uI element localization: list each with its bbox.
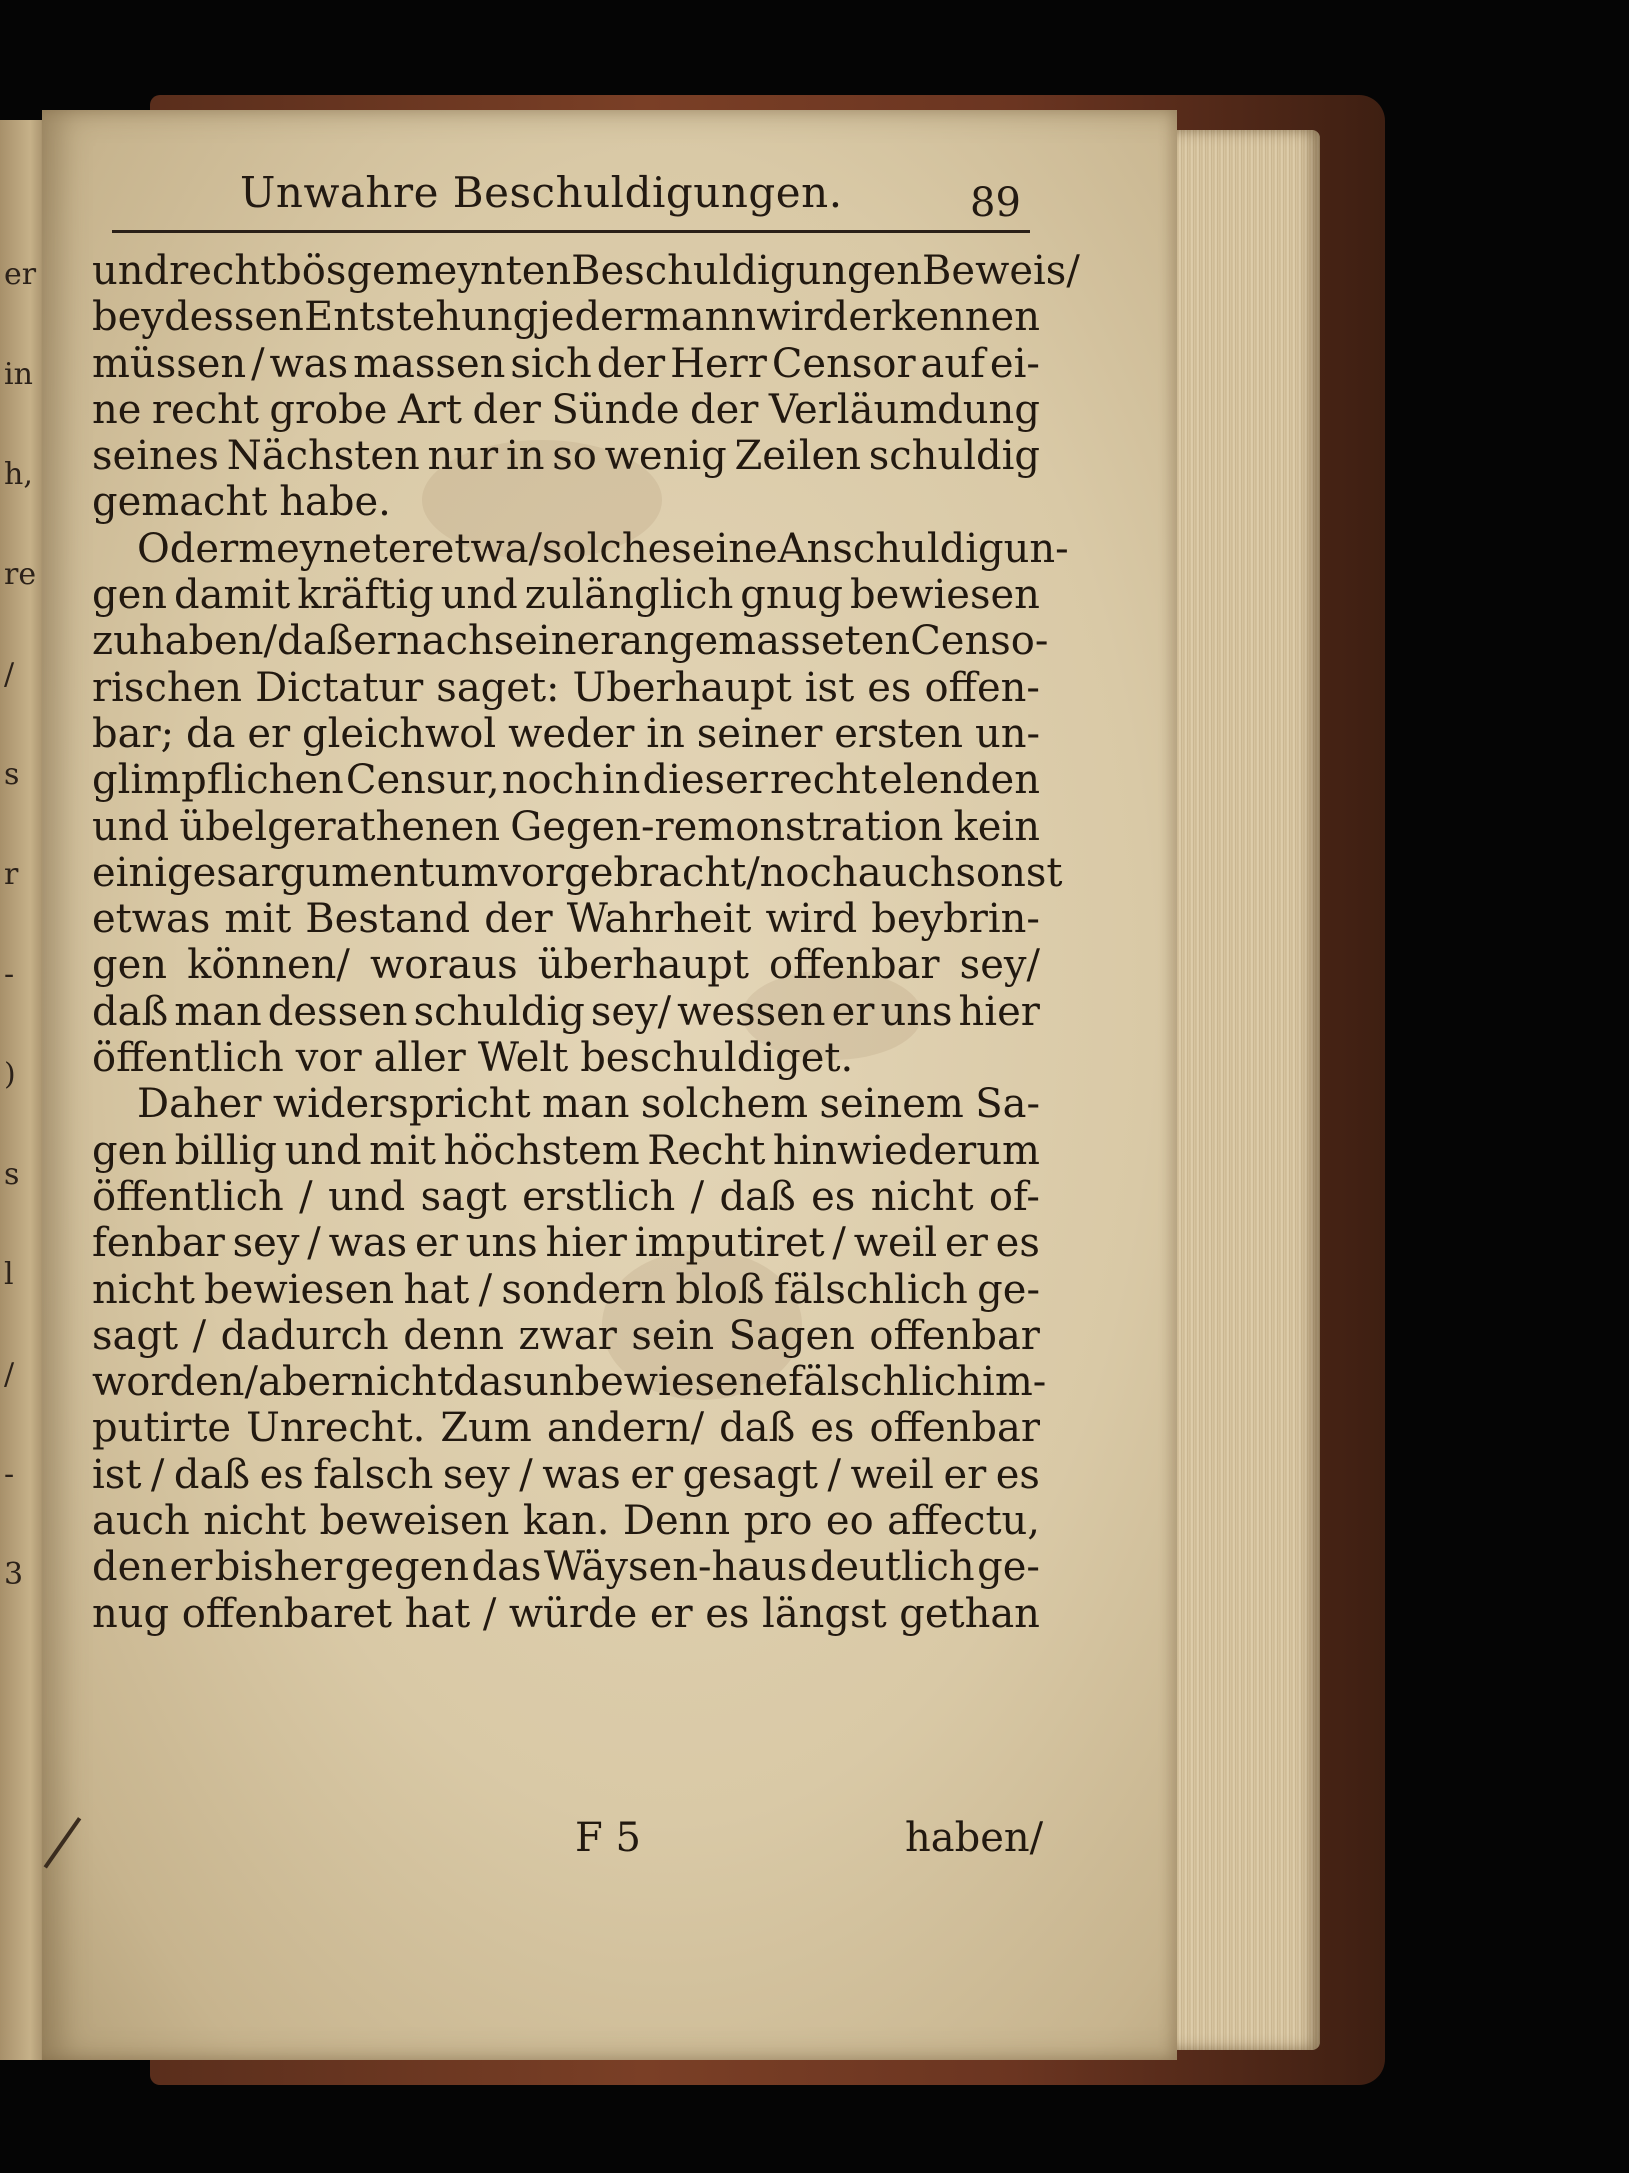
text-line: auch nicht beweisen kan. Denn pro eo affectu, [92, 1498, 1040, 1545]
text-line: glimpflichen Censur, noch in dieser recht elenden [92, 757, 1040, 804]
left-page-fragment: re [4, 557, 37, 592]
catchword: haben/ [905, 1815, 1044, 1861]
text-line: fenbar sey / was er uns hier imputiret / weil er es [92, 1220, 1040, 1267]
left-page-fragment: s [4, 1157, 20, 1192]
text-line: putirte Unrecht. Zum andern/ daß es offenbar [92, 1405, 1040, 1452]
text-line: den er bisher gegen das Wäysen-haus deutlich ge- [92, 1544, 1040, 1591]
left-page-fragment: in [4, 357, 33, 392]
text-line: ne recht grobe Art der Sünde der Verläumdung [92, 386, 1040, 433]
body-text [92, 248, 1080, 1637]
left-page-fragment: - [4, 957, 15, 992]
page-number: 89 [970, 180, 1021, 226]
text-line: nicht bewiesen hat / sondern bloß fälschlich ge- [92, 1266, 1040, 1313]
text-line: nug offenbaret hat / würde er es längst gethan [92, 1590, 1040, 1637]
text-line: rischen Dictatur saget: Uberhaupt ist es offen- [92, 664, 1040, 711]
text-line: und recht bösgemeynten Beschuldigungen Beweis/ [92, 248, 1080, 294]
text-line: gen damit kräftig und zulänglich gnug bewiesen [92, 572, 1040, 619]
left-page-fragment: s [4, 757, 20, 792]
page-edges [1170, 130, 1320, 2050]
text-line: müssen / was massen sich der Herr Censor auf ei- [92, 340, 1040, 387]
left-page-fragment: ) [4, 1057, 16, 1092]
text-line: gen können/ woraus überhaupt offenbar sey/ [92, 942, 1040, 989]
text-line: worden/ aber nicht das unbewiesene fälschlich im- [92, 1359, 1047, 1406]
text-line: gen billig und mit höchstem Recht hinwiederum [92, 1127, 1040, 1174]
text-line: etwas mit Bestand der Wahrheit wird beybrin- [92, 896, 1040, 943]
left-page-fragment: - [4, 1457, 15, 1492]
left-page-fragment: / [4, 657, 15, 692]
text-line: öffentlich vor aller Welt beschuldiget. [92, 1035, 854, 1082]
left-page-fragment: er [4, 257, 37, 292]
text-line: seines Nächsten nur in so wenig Zeilen schuldig [92, 433, 1040, 480]
signature-mark: F 5 [575, 1815, 641, 1861]
text-line: daß man dessen schuldig sey/ wessen er uns hier [92, 988, 1040, 1035]
running-head: Unwahre Beschuldigungen. [240, 168, 843, 217]
text-line: bey dessen Entstehung jedermann wird erkennen [92, 294, 1040, 341]
text-line: Daher widerspricht man solchem seinem Sa- [137, 1081, 1040, 1128]
text-line: öffentlich / und sagt erstlich / daß es nicht of- [92, 1173, 1040, 1220]
left-page-fragment: 3 [4, 1557, 24, 1592]
text-line: einiges argumentum vorgebracht/ noch auch sonst [92, 849, 1063, 896]
text-line: zu haben / daß er nach seiner angemasseten Censo- [92, 618, 1049, 665]
text-line: bar; da er gleichwol weder in seiner ersten un- [92, 710, 1040, 757]
text-line: Oder meynet er etwa/ solche seine Anschuldigun- [137, 525, 1069, 572]
text-line: gemacht habe. [92, 479, 391, 526]
text-line: ist / daß es falsch sey / was er gesagt / weil er es [92, 1451, 1040, 1498]
left-page-fragment: l [4, 1257, 14, 1292]
left-page-fragment: h, [4, 457, 33, 492]
text-line: sagt / dadurch denn zwar sein Sagen offenbar [92, 1312, 1040, 1359]
header-rule [112, 230, 1030, 233]
left-page-fragment: r [4, 857, 19, 892]
text-line: und übelgerathenen Gegen-remonstration kein [92, 803, 1040, 850]
left-page-fragment: / [4, 1357, 15, 1392]
